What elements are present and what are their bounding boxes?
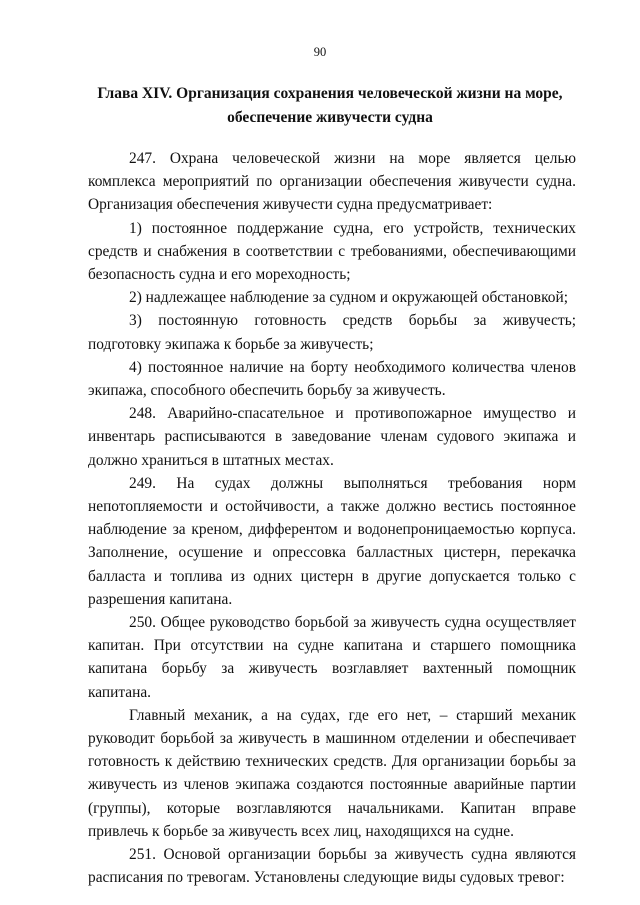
paragraph-251: 251. Основой организации борьбы за живучесть судна являются расписания по тревогам. Установлены следующие виды судовых тревог: [88,846,576,887]
list-item-3: 3) постоянную готовность средств борьбы за живучесть; подготовку экипажа к борьбе за живучесть; [88,312,576,353]
paragraph-249: 249. На судах должны выполняться требования норм непотопляемости и остойчивости, а также должно вестись постоянное наблюдение за креном, дифферентом и водонепроницаемостью корпуса. Заполнение, осушение и опрессовка балластных цистерн, перекачка балласта и топлива из одних цистерн в другие допускается только с разрешения капитана. [88,474,576,608]
chapter-title-line-1: Глава XIV. Организация сохранения человеческой жизни на море, [97,85,563,102]
list-item-4: 4) постоянное наличие на борту необходимого количества членов экипажа, способного обеспечить борьбу за живучесть. [88,358,576,400]
chapter-title-line-2: обеспечение живучести судна [227,109,433,126]
paragraph-248: 248. Аварийно-спасательное и противопожарное имущество и инвентарь расписываются в заведование членам судового экипажа и должно храниться в штатных местах. [88,405,576,469]
paragraph-247: 247. Охрана человеческой жизни на море является целью комплекса мероприятий по организации обеспечения живучести судна. Организация обеспечения живучести судна предусматривает: [88,150,576,214]
page-number: 90 [313,45,327,59]
list-item-1: 1) постоянное поддержание судна, его устройств, технических средств и снабжения в соответствии с требованиями, обеспечивающими безопасность судна и его мореходность; [88,219,576,284]
paragraph-250: 250. Общее руководство борьбой за живучесть судна осуществляет капитан. При отсутствии на судне капитана и старшего помощника капитана борьбу за живучесть возглавляет вахтенный помощник капитана. [88,614,576,701]
body-text [88,147,576,890]
list-item-2: 2) надлежащее наблюдение за судном и окружающей обстановкой; [129,289,568,307]
chapter-title [80,82,580,130]
paragraph-chief-engineer: Главный механик, а на судах, где его нет, – старший механик руководит борьбой за живучесть в машинном отделении и обеспечивает готовность к действию технических средств. Для организации борьбы за живучесть из членов экипажа создаются постоянные аварийные партии (группы), которые возглавляются начальниками. Капитан вправе привлечь к борьбе за живучесть всех лиц, находящихся на судне. [88,706,576,840]
